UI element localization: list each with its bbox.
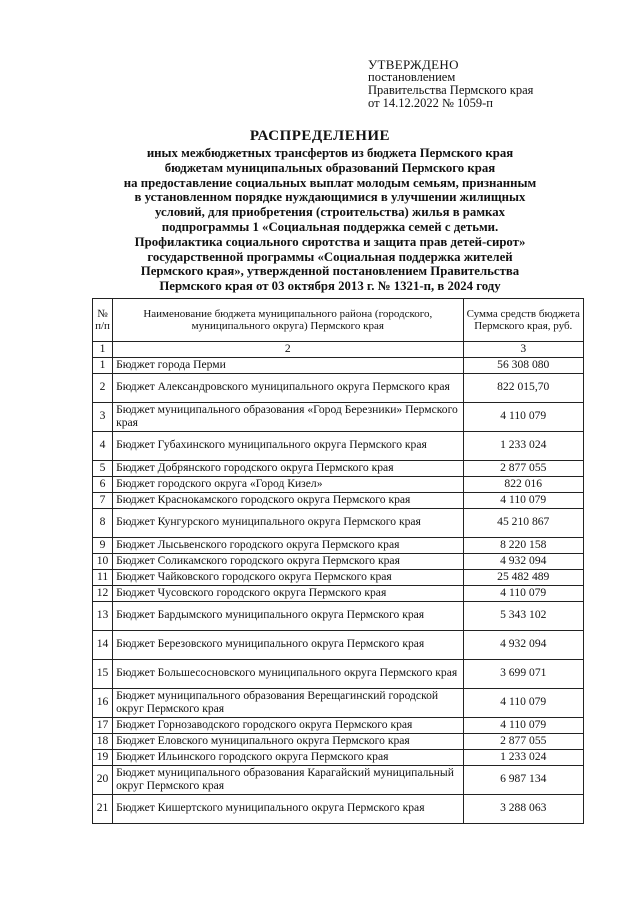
- table-row: [93, 659, 584, 688]
- row-budget-name: Бюджет Добрянского городского округа Пермского края: [113, 460, 463, 476]
- header-sum: Сумма средств бюджета Пермского края, руб.: [463, 299, 584, 342]
- table-row: [93, 402, 584, 431]
- subtitle-line: бюджетам муниципальных образований Пермского края: [164, 160, 496, 175]
- row-number: 9: [93, 537, 113, 553]
- subtitle-line: Профилактика социального сиротства и защита прав детей-сирот»: [134, 234, 526, 249]
- approval-line: от 14.12.2022 № 1059-п: [368, 96, 493, 110]
- subtitle-line: государственной программы «Социальная поддержка жителей: [147, 249, 513, 264]
- table-header-row: [93, 299, 584, 342]
- column-numbers-row: [93, 342, 584, 358]
- table-row: [93, 460, 584, 476]
- header-name: Наименование бюджета муниципального района (городского, муниципального округа) Пермского края: [113, 299, 463, 342]
- table-row: [93, 431, 584, 460]
- approval-stamp: [368, 58, 628, 110]
- row-number: 19: [93, 749, 113, 765]
- subtitle-line: на предоставление социальных выплат молодым семьям, признанным: [123, 175, 537, 190]
- row-amount: 4 110 079: [463, 717, 584, 733]
- row-amount: 4 110 079: [463, 585, 584, 601]
- subtitle-line: в установленном порядке нуждающимися в улучшении жилищных: [134, 190, 526, 205]
- row-amount: 822 015,70: [463, 373, 584, 402]
- row-amount: 3 288 063: [463, 794, 584, 823]
- row-budget-name: Бюджет Чусовского городского округа Пермского края: [113, 585, 463, 601]
- row-amount: 8 220 158: [463, 537, 584, 553]
- table-row: [93, 373, 584, 402]
- row-amount: 822 016: [463, 476, 584, 492]
- table-row: [93, 585, 584, 601]
- approval-line: Правительства Пермского края: [368, 83, 534, 97]
- row-number: 20: [93, 765, 113, 794]
- row-number: 7: [93, 492, 113, 508]
- row-budget-name: Бюджет Березовского муниципального округа Пермского края: [113, 630, 463, 659]
- table-row: [93, 794, 584, 823]
- row-budget-name: Бюджет Александровского муниципального округа Пермского края: [113, 373, 463, 402]
- row-budget-name: Бюджет муниципального образования Карагайский муниципальный округ Пермского края: [113, 765, 463, 794]
- row-amount: 1 233 024: [463, 749, 584, 765]
- subtitle-line: иных межбюджетных трансфертов из бюджета Пермского края: [146, 146, 514, 160]
- document-title: РАСПРЕДЕЛЕНИЕ: [249, 128, 391, 144]
- column-number: 3: [463, 342, 584, 358]
- row-amount: 4 932 094: [463, 553, 584, 569]
- row-number: 18: [93, 733, 113, 749]
- table-row: [93, 553, 584, 569]
- row-number: 13: [93, 601, 113, 630]
- table-row: [93, 569, 584, 585]
- row-budget-name: Бюджет Кишертского муниципального округа Пермского края: [113, 794, 463, 823]
- row-budget-name: Бюджет Еловского муниципального округа Пермского края: [113, 733, 463, 749]
- approval-line: постановлением: [368, 70, 456, 84]
- row-amount: 4 110 079: [463, 492, 584, 508]
- row-budget-name: Бюджет муниципального образования «Город Березники» Пермского края: [113, 402, 463, 431]
- subtitle-line: Пермского края от 03 октября 2013 г. № 1321-п, в 2024 году: [159, 279, 501, 294]
- row-number: 3: [93, 402, 113, 431]
- table-row: [93, 688, 584, 717]
- subtitle-line: условий, для приобретения (строительства) жилья в рамках: [154, 205, 506, 220]
- row-number: 10: [93, 553, 113, 569]
- table-row: [93, 476, 584, 492]
- table-row: [93, 537, 584, 553]
- row-number: 21: [93, 794, 113, 823]
- row-amount: 6 987 134: [463, 765, 584, 794]
- row-budget-name: Бюджет муниципального образования Верещагинский городской округ Пермского края: [113, 688, 463, 717]
- row-number: 16: [93, 688, 113, 717]
- table-row: [93, 508, 584, 537]
- row-budget-name: Бюджет Горнозаводского городского округа Пермского края: [113, 717, 463, 733]
- column-number: 1: [93, 342, 113, 358]
- row-amount: 25 482 489: [463, 569, 584, 585]
- table-row: [93, 601, 584, 630]
- row-budget-name: Бюджет Губахинского муниципального округа Пермского края: [113, 431, 463, 460]
- table-row: [93, 749, 584, 765]
- subtitle-line: подпрограммы 1 «Социальная поддержка семей с детьми.: [161, 219, 499, 234]
- table-row: [93, 717, 584, 733]
- row-budget-name: Бюджет города Перми: [113, 357, 463, 373]
- row-number: 17: [93, 717, 113, 733]
- row-amount: 2 877 055: [463, 733, 584, 749]
- row-number: 15: [93, 659, 113, 688]
- row-amount: 2 877 055: [463, 460, 584, 476]
- table-row: [93, 357, 584, 373]
- row-amount: 56 308 080: [463, 357, 584, 373]
- row-amount: 4 110 079: [463, 688, 584, 717]
- row-amount: 5 343 102: [463, 601, 584, 630]
- table-row: [93, 630, 584, 659]
- row-number: 11: [93, 569, 113, 585]
- table-row: [93, 733, 584, 749]
- row-number: 4: [93, 431, 113, 460]
- row-budget-name: Бюджет Кунгурского муниципального округа Пермского края: [113, 508, 463, 537]
- row-budget-name: Бюджет Соликамского городского округа Пермского края: [113, 553, 463, 569]
- subtitle-line: Пермского края», утвержденной постановлением Правительства: [140, 264, 520, 279]
- row-amount: 3 699 071: [463, 659, 584, 688]
- column-number: 2: [113, 342, 463, 358]
- row-amount: 45 210 867: [463, 508, 584, 537]
- row-number: 1: [93, 357, 113, 373]
- row-amount: 4 932 094: [463, 630, 584, 659]
- approval-heading: УТВЕРЖДЕНО: [368, 57, 459, 72]
- distribution-table: [92, 298, 584, 824]
- row-number: 12: [93, 585, 113, 601]
- row-budget-name: Бюджет Чайковского городского округа Пермского края: [113, 569, 463, 585]
- row-number: 8: [93, 508, 113, 537]
- document-subtitle: [90, 146, 570, 294]
- row-budget-name: Бюджет Большесосновского муниципального округа Пермского края: [113, 659, 463, 688]
- table-row: [93, 492, 584, 508]
- table-row: [93, 765, 584, 794]
- row-budget-name: Бюджет Ильинского городского округа Пермского края: [113, 749, 463, 765]
- row-amount: 1 233 024: [463, 431, 584, 460]
- row-number: 2: [93, 373, 113, 402]
- row-budget-name: Бюджет Бардымского муниципального округа Пермского края: [113, 601, 463, 630]
- row-budget-name: Бюджет городского округа «Город Кизел»: [113, 476, 463, 492]
- row-number: 6: [93, 476, 113, 492]
- header-num: № п/п: [93, 299, 113, 342]
- row-budget-name: Бюджет Краснокамского городского округа Пермского края: [113, 492, 463, 508]
- row-amount: 4 110 079: [463, 402, 584, 431]
- row-budget-name: Бюджет Лысьвенского городского округа Пермского края: [113, 537, 463, 553]
- row-number: 14: [93, 630, 113, 659]
- row-number: 5: [93, 460, 113, 476]
